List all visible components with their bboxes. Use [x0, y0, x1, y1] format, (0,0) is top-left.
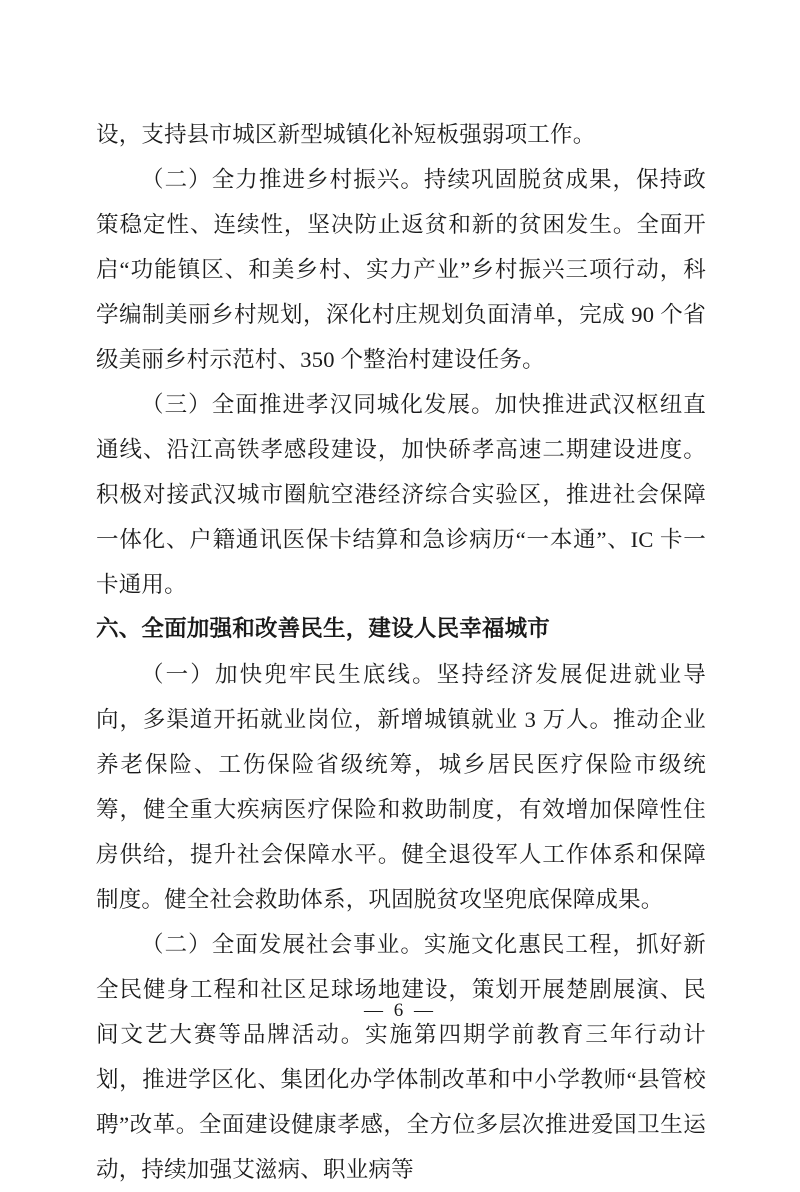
- paragraph-subsection-one: （一）加快兜牢民生底线。坚持经济发展促进就业导向，多渠道开拓就业岗位，新增城镇就业 3 万人。推动企业养老保险、工伤保险省级统筹，城乡居民医疗保险市级统筹，健全重大疾病医疗保险和救助制度，有效增加保障性住房供给，提升社会保障水平。健全退役军人工作体系和保障制度。健全社会救助体系，巩固脱贫攻坚兜底保障成果。: [96, 662, 706, 912]
- paragraph-subsection-two: （二）全面发展社会事业。实施文化惠民工程，抓好新全民健身工程和社区足球场地建设，策划开展楚剧展演、民间文艺大赛等品牌活动。实施第四期学前教育三年行动计划，推进学区化、集团化办学体制改革和中小学教师“县管校聘”改革。全面建设健康孝感，全方位多层次推进爱国卫生运动，持续加强艾滋病、职业病等: [96, 932, 706, 1182]
- section-heading-six: 六、全面加强和改善民生，建设人民幸福城市: [96, 616, 551, 642]
- page-footer: [0, 1000, 800, 1022]
- paragraph-section-three: （三）全面推进孝汉同城化发展。加快推进武汉枢纽直通线、沿江高铁孝感段建设，加快硚孝高速二期建设进度。积极对接武汉城市圈航空港经济综合实验区，推进社会保障一体化、户籍通讯医保卡结算和急诊病历“一本通”、IC 卡一卡通用。: [96, 392, 706, 597]
- paragraph-section-two: （二）全力推进乡村振兴。持续巩固脱贫成果，保持政策稳定性、连续性，坚决防止返贫和新的贫困发生。全面开启“功能镇区、和美乡村、实力产业”乡村振兴三项行动，科学编制美丽乡村规划，深化村庄规划负面清单，完成 90 个省级美丽乡村示范村、350 个整治村建设任务。: [96, 167, 706, 372]
- document-body: [96, 112, 706, 1192]
- paragraph-continuation: 设，支持县市城区新型城镇化补短板强弱项工作。: [96, 122, 596, 147]
- page-number: — 6 —: [364, 1000, 436, 1021]
